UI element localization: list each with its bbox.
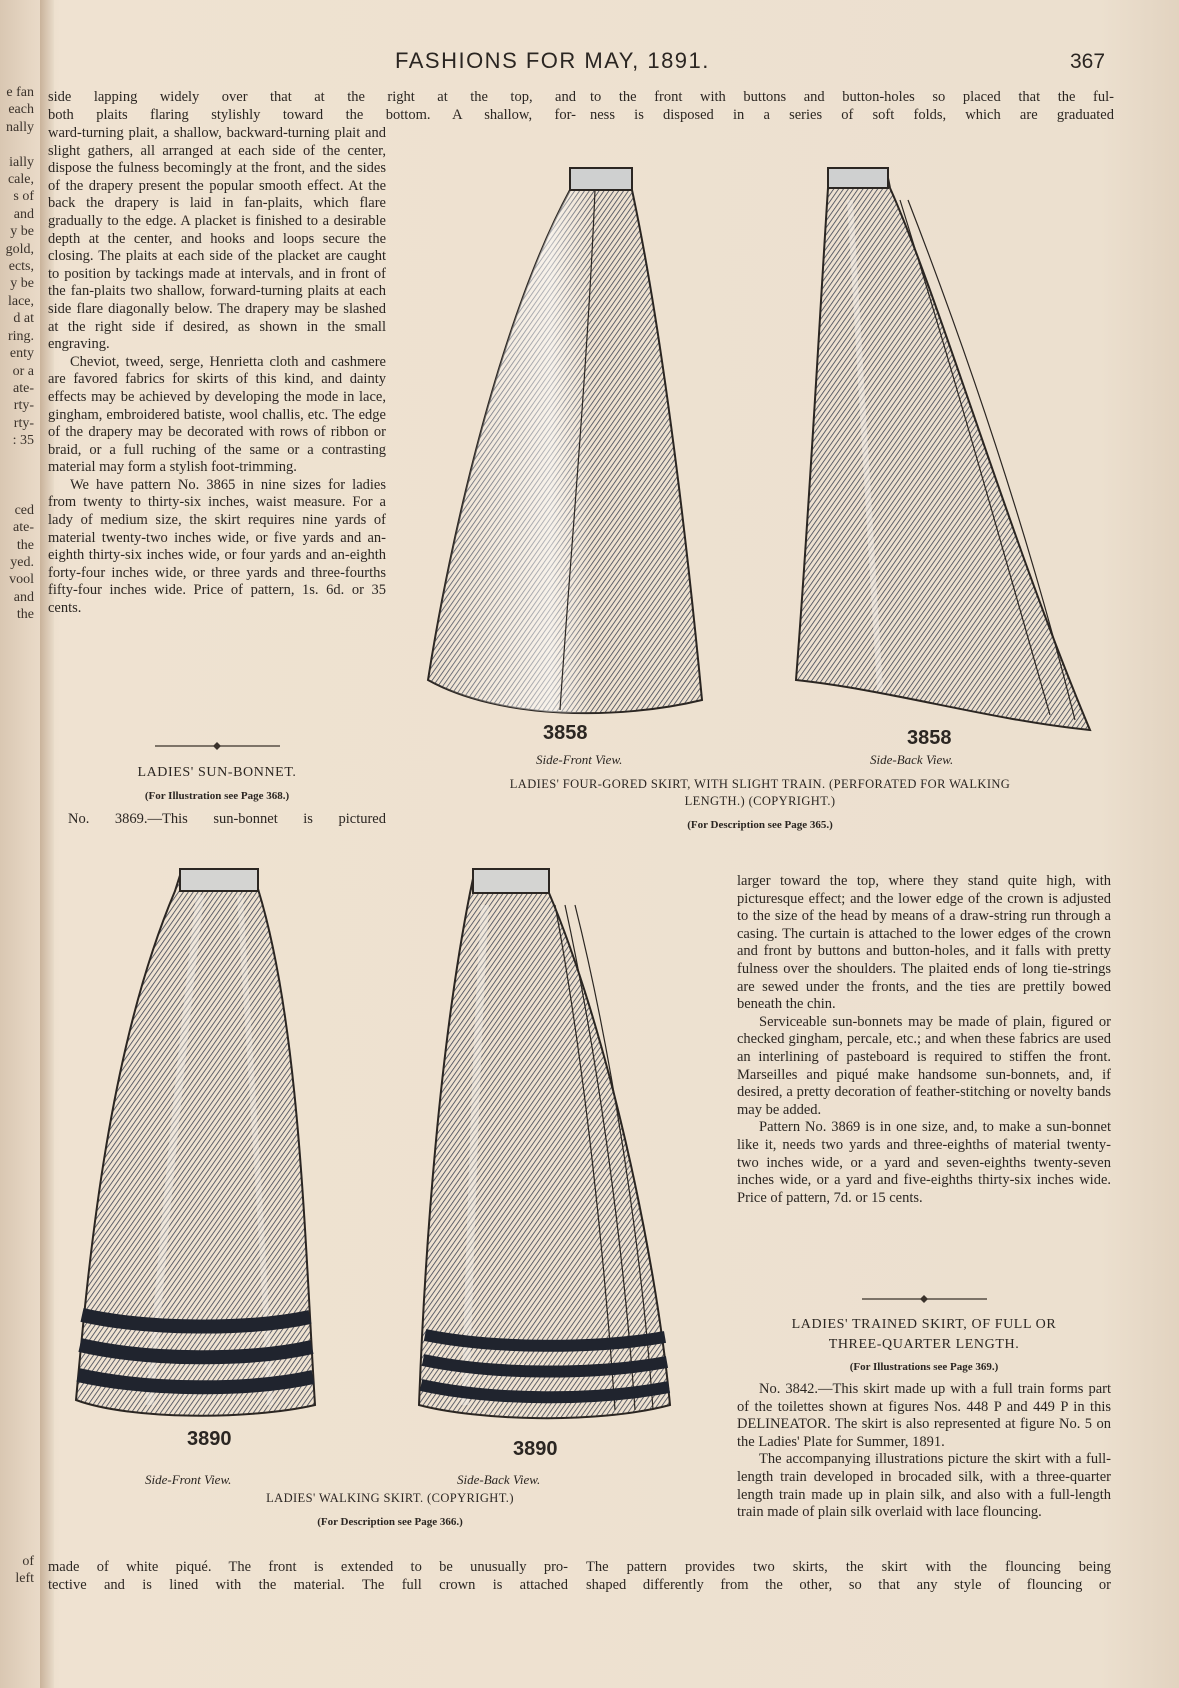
col1-top-lines [48,89,576,124]
margin-fragment [0,467,34,484]
figure-3858-ref: (For Description see Page 365.) [687,819,833,831]
margin-fragment: and [13,589,34,605]
margin-fragment: s of [13,189,34,205]
margin-fragment: ects, [8,259,34,275]
bottom-right-lines [586,1559,1111,1594]
bottom-left-line: made of white piqué. The front is extended to be unusually pro- [48,1559,568,1575]
margin-fragment: and [13,206,34,222]
margin-fragment: ate- [13,520,34,536]
margin-fragment: e fan [6,85,34,100]
margin-fragment: vool [9,572,34,588]
figure-3858-caption-line-1: LADIES' FOUR-GORED SKIRT, WITH SLIGHT TRAIN. (PERFORATED FOR WALKING [509,777,1011,791]
margin-fragment: lace, [7,293,34,309]
trained-skirt-ref: (For Illustrations see Page 369.) [849,1361,999,1373]
col1-paragraph-1: ward-turning plait, a shallow, backward-turning plait and slight gathers, all arranged at each side of the center, dispose the fulness becomingly at the front, and the sides of the drapery present the popular smooth effect. At the back the drapery is laid in fan-plaits, which flare gradually to the edge. A placket is finished to a desirable depth at the center, and hooks and loops secure the closing. The plaits at each side of the placket are caught to position by tackings made at intervals, and in front of the fan-plaits two shallow, forward-turning plaits at each side flare diagonally below. The drapery may be slashed at the right side if desired, as shown in the small engraving. [48,125,386,353]
margin-fragment: the [16,607,34,623]
margin-fragment: yed. [10,554,34,570]
section-ornament [862,1293,987,1305]
col1-paragraph-3: We have pattern No. 3865 in nine sizes for ladies from twenty to thirty-six inches, waist measure. For a lady of medium size, the skirt requires nine yards of material twenty-two inches wide, or five yards and an-eighth thirty-six inches wide, or four yards and an-eighth forty-four inches wide, or three yards and three-fourths fifty-four inches wide. Price of pattern, 1s. 6d. or 35 cents. [48,476,386,617]
col3-body [737,873,1111,1207]
margin-fragment: gold, [5,241,34,257]
section-ornament [155,740,280,752]
margin-fragment: ate- [13,380,34,396]
margin-fragment: d at [13,311,34,327]
figure-3890-ref: (For Description see Page 366.) [317,1516,463,1528]
figure-3890-front-view-label: Side-Front View. [145,1472,232,1487]
bottom-right-line: The pattern provides two skirts, the skirt with the flouncing being [586,1559,1111,1575]
col3-paragraph-3: Pattern No. 3869 is in one size, and, to make a sun-bonnet like it, needs two yards and three-eighths of material twenty-two inches wide, or a yard and seven-eighths twenty-seven inches wide, or a yard and five-eighths thirty-six inches wide. Price of pattern, 7d. or 15 cents. [737,1119,1111,1206]
figure-3858-caption-line-2: LENGTH.) (COPYRIGHT.) [684,794,836,808]
margin-fragment: ially [9,154,34,170]
margin-fragment: left [15,1571,34,1587]
trained-skirt-paragraph-2: The accompanying illustrations picture the skirt with a full-length train developed in brocaded silk, with a three-quarter length train made up in plain silk, and also with a full-length train made of plain silk overlaid with lace flouncing. [737,1451,1111,1521]
figure-3858-front-view-label: Side-Front View. [536,752,623,767]
figure-3858-number-front: 3858 [543,722,588,744]
col3-top-line: ness is disposed in a series of soft folds, which are graduated [590,106,1114,123]
col1-top-line: both plaits flaring stylishly toward the bottom. A shallow, for- [48,106,576,123]
col1-body [48,125,386,618]
col1-top-line: side lapping widely over that at the right at the top, and [48,89,576,105]
margin-fragment: y be [10,276,34,292]
trained-skirt-body [737,1381,1111,1522]
page-number: 367 [1070,50,1106,73]
col3-paragraph-2: Serviceable sun-bonnets may be made of plain, figured or checked gingham, percale, etc.; and when these fabrics are used an interlining of pasteboard is required to stiffen the front. Marseilles and piqué make handsome sun-bonnets, and, if desired, a pretty decoration of feather-stitching or novelty bands may be added. [737,1013,1111,1118]
skirt-3858-front-illustration [420,160,710,720]
sunbonnet-heading: LADIES' SUN-BONNET. [137,765,297,780]
margin-fragment: cale, [7,172,34,188]
running-header-title: FASHIONS FOR MAY, 1891. [395,48,710,73]
col3-paragraph-1: larger toward the top, where they stand quite high, with picturesque effect; and the lower edge of the crown is adjusted to the size of the head by means of a draw-string run through a casing. The curtain is attached to the lower edges of the crown and front by buttons and button-holes, and it falls with pretty fulness over the shoulders. The plaited ends of long tie-strings are sewed under the fronts, and the ties are prettily bowed beneath the chin. [737,873,1111,1013]
margin-fragment [0,136,34,153]
margin-fragment: nally [6,119,34,135]
margin-fragment: the [16,537,34,553]
figure-3858-back-view-label: Side-Back View. [870,752,954,767]
figure-3890-caption: LADIES' WALKING SKIRT. (COPYRIGHT.) [266,1491,514,1505]
margin-fragment: ced [14,502,34,518]
skirt-3890-front-illustration [70,865,320,1425]
bottom-left-lines [48,1559,568,1594]
trained-skirt-paragraph-1: No. 3842.—This skirt made up with a full train forms part of the toilettes shown at figures Nos. 448 P and 449 P in this DELINEATOR. The skirt is also represented at figure No. 5 on the Ladies' Plate for Summer, 1891. [737,1381,1111,1450]
col3-top-line: to the front with buttons and button-holes so placed that the ful- [590,89,1114,105]
margin-fragment: or a [12,363,34,379]
sunbonnet-intro: No. 3869.—This sun-bonnet is pictured [68,811,386,827]
figure-3858-number-back: 3858 [907,727,952,749]
trained-skirt-heading-line-1: LADIES' TRAINED SKIRT, OF FULL OR [791,1317,1057,1332]
bottom-right-line: shaped differently from the other, so that any style of flouncing or [586,1576,1111,1593]
margin-fragment: ring. [7,328,34,344]
skirt-3858-back-illustration [790,160,1100,740]
trained-skirt-heading-line-2: THREE-QUARTER LENGTH. [828,1337,1020,1352]
margin-fragment: rty- [13,415,34,431]
skirt-3890-back-illustration [415,865,675,1425]
previous-page-fragments-top [0,84,34,624]
margin-fragment [0,484,34,501]
margin-fragment: rty- [13,398,34,414]
col1-paragraph-2: Cheviot, tweed, serge, Henrietta cloth and cashmere are favored fabrics for skirts of this kind, and dainty effects may be achieved by developing the mode in lace, gingham, embroidered batiste, wool challis, etc. The edge of the drapery may be decorated with rows of ribbon or braid, or a full ruching of the same or a contrasting material may form a stylish foot-trimming. [48,353,386,476]
margin-fragment [0,450,34,467]
margin-fragment: y be [10,224,34,240]
bottom-left-line: tective and is lined with the material. The full crown is attached [48,1576,568,1593]
margin-fragment: enty [9,346,34,362]
margin-fragment: each [8,102,34,118]
sunbonnet-ref: (For Illustration see Page 368.) [144,790,290,802]
figure-3890-back-view-label: Side-Back View. [457,1472,541,1487]
margin-fragment: : 35 [12,433,34,449]
col3-top-lines [590,89,1114,124]
margin-fragment: of [22,1554,34,1569]
figure-3890-number-front: 3890 [187,1428,232,1450]
previous-page-fragments-bottom [0,1553,34,1588]
figure-3890-number-back: 3890 [513,1438,558,1460]
